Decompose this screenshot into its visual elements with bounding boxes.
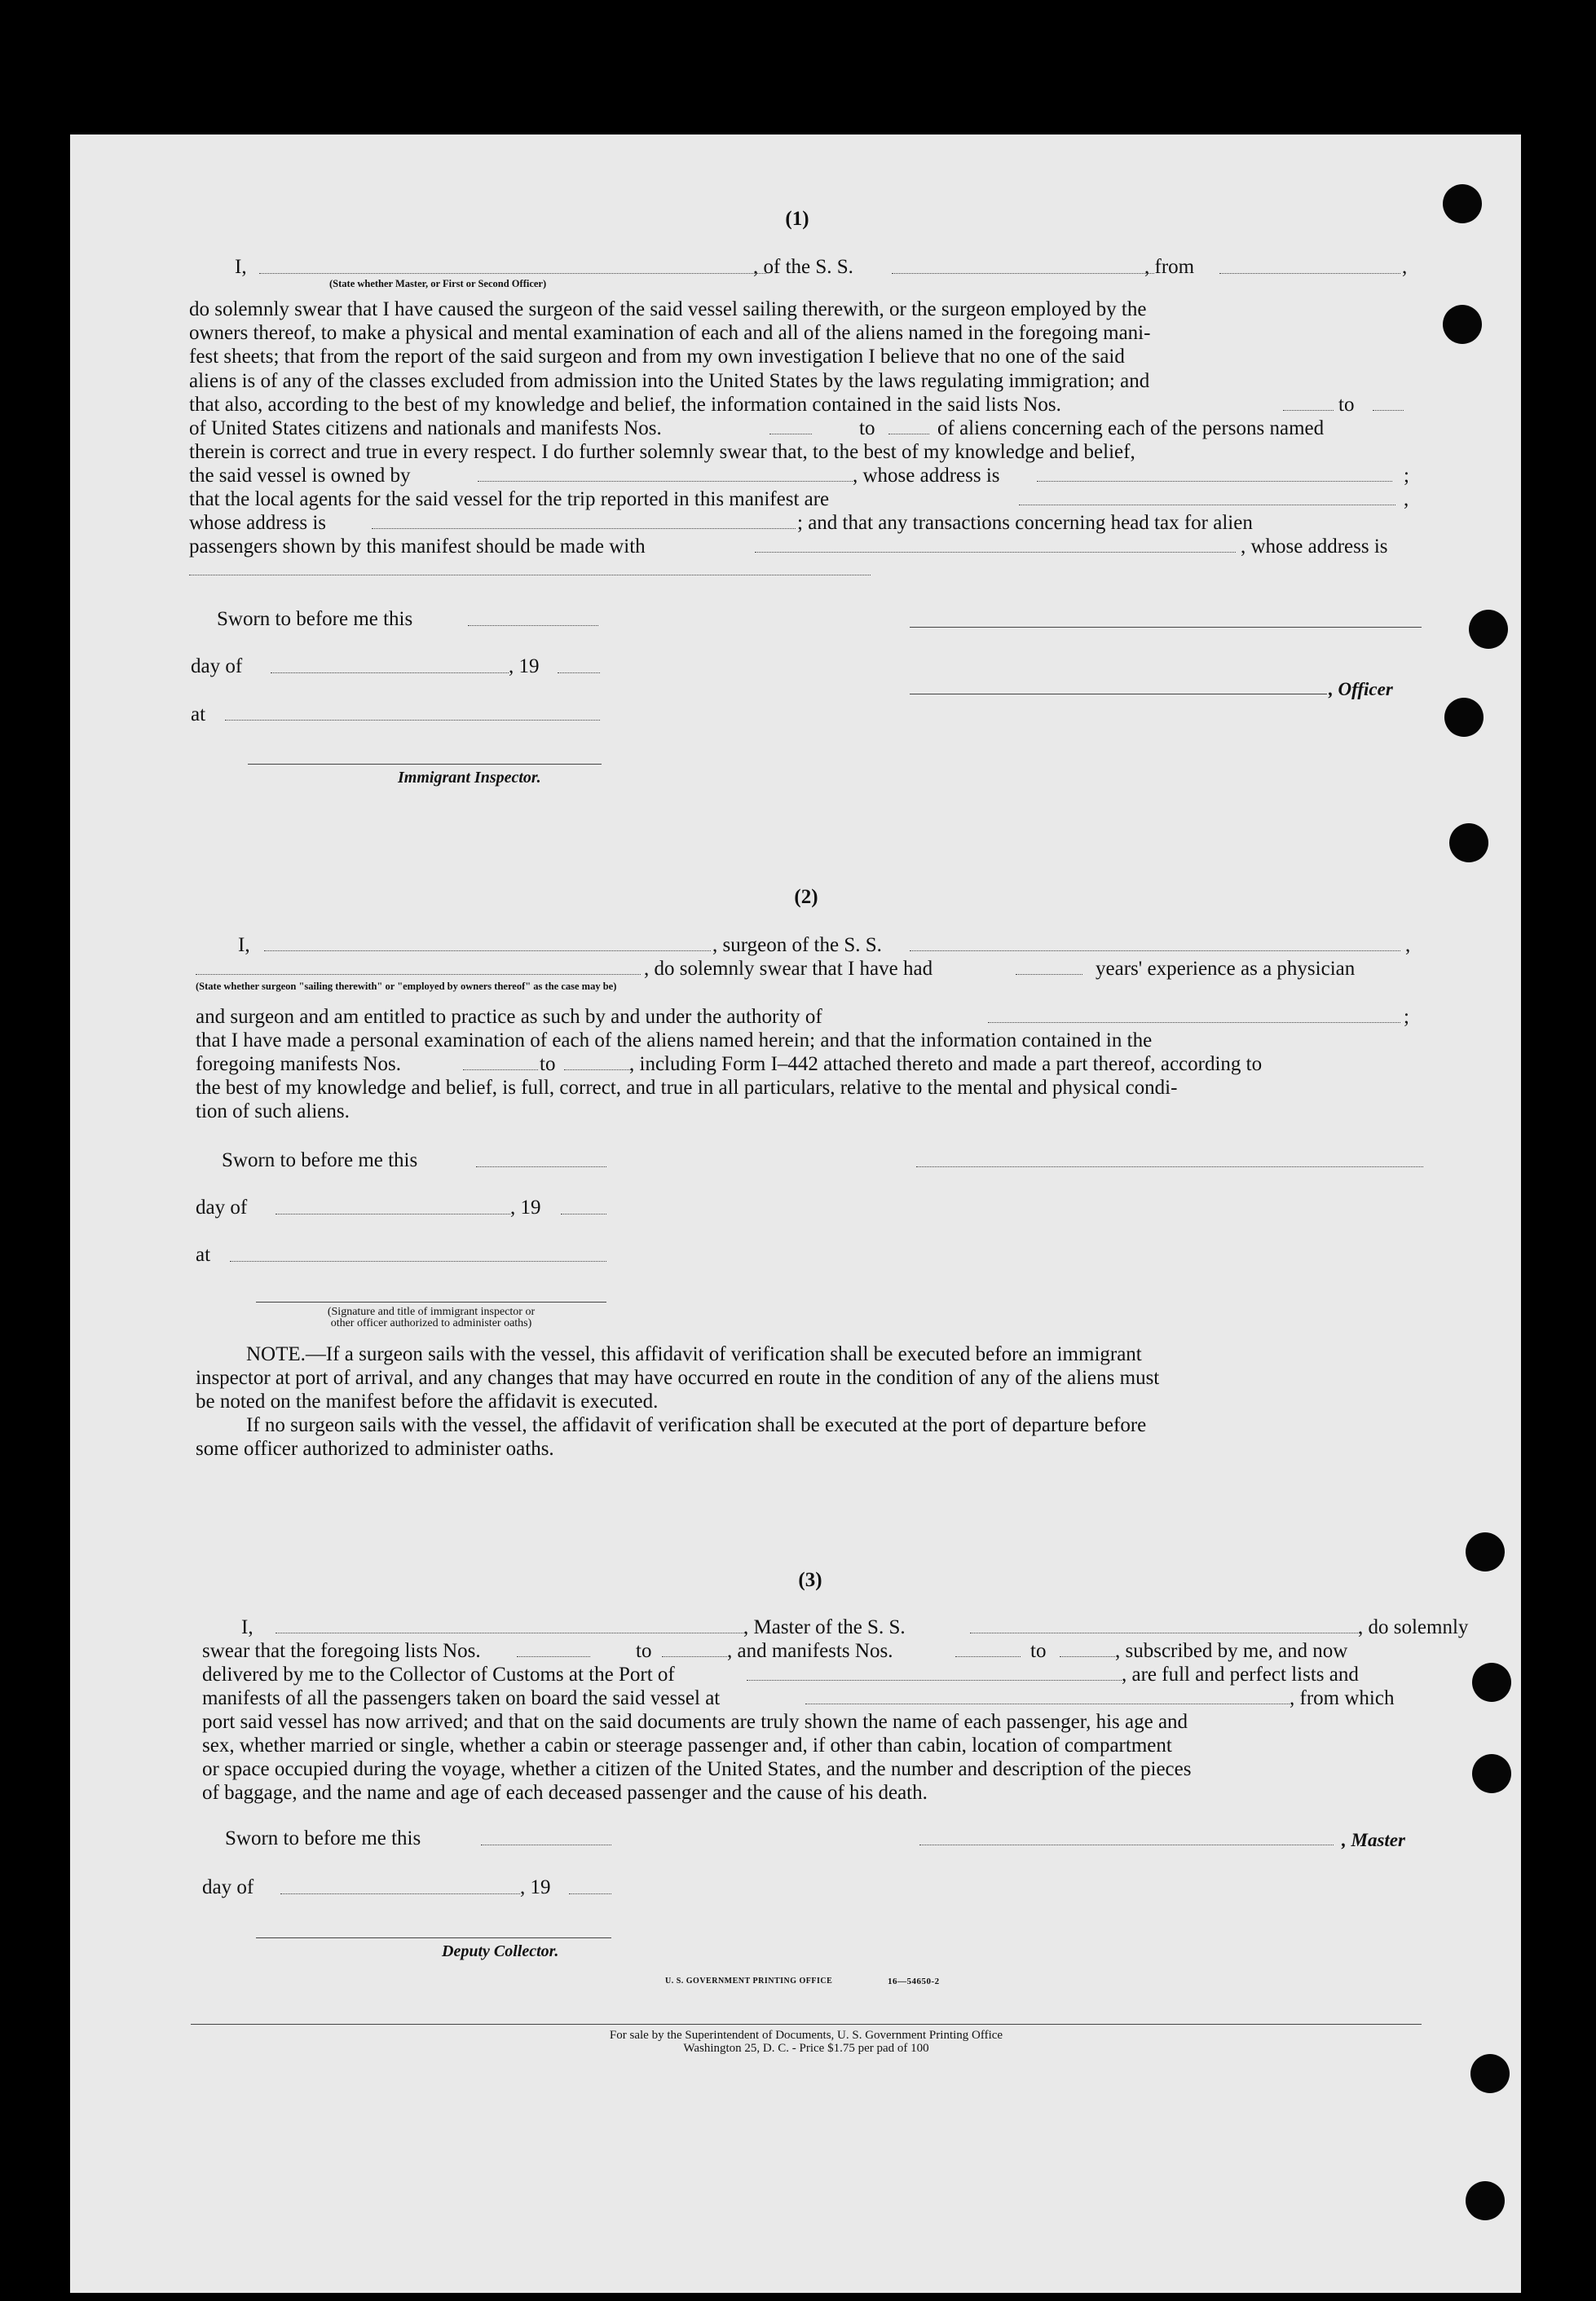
s2-note4: If no surgeon sails with the vessel, the affidavit of verification shall be executed at the port of departure before [246, 1414, 1147, 1436]
s2-note1: NOTE.—If a surgeon sails with the vessel, this affidavit of verification shall be executed before an immigrant [246, 1343, 1142, 1365]
punch-hole [1443, 305, 1482, 344]
s3-l4b: , from which [1290, 1687, 1395, 1709]
s3-l2a: swear that the foregoing lists Nos. [202, 1640, 481, 1662]
s1-p9b: , [1404, 488, 1409, 510]
s1-p1: do solemnly swear that I have caused the surgeon of the said vessel sailing therewith, or the surgeon employed by the [189, 298, 1147, 320]
s3-l3b: , are full and perfect lists and [1122, 1664, 1359, 1686]
s3-day-blank[interactable] [280, 1893, 520, 1894]
s1-p10b: ; and that any transactions concerning head tax for alien [797, 512, 1253, 534]
s1-sworn-label: Sworn to before me this [217, 608, 413, 630]
section-1-number: (1) [785, 208, 809, 230]
s3-l2e: , subscribed by me, and now [1115, 1640, 1348, 1662]
s1-signature-line[interactable] [910, 627, 1422, 628]
s1-p6a: of United States citizens and nationals and manifests Nos. [189, 417, 662, 439]
s3-port-blank[interactable] [747, 1680, 1122, 1681]
s1-p8b: , whose address is [853, 465, 1000, 487]
s3-master-label: , Master [1342, 1830, 1405, 1850]
s1-p8a: the said vessel is owned by [189, 465, 411, 487]
s3-p6: sex, whether married or single, whether a cabin or steerage passenger and, if other than cabin, location of compartment [202, 1735, 1172, 1757]
s1-p10a: whose address is [189, 512, 327, 534]
s1-p5a: that also, according to the best of my knowledge and belief, the information contained in the said lists Nos. [189, 394, 1061, 416]
s1-of-ss-label: , of the S. S. [753, 256, 853, 278]
s1-from-blank[interactable] [1219, 273, 1400, 274]
s3-lists-from-blank[interactable] [517, 1656, 590, 1657]
s3-l3a: delivered by me to the Collector of Customs at the Port of [202, 1664, 675, 1686]
s2-surgeon-note: (State whether surgeon "sailing therewith" or "employed by owners thereof" as the case may be) [196, 981, 617, 992]
s2-p4: the best of my knowledge and belief, is full, correct, and true in all particulars, relative to the mental and physical condi- [196, 1077, 1178, 1099]
s1-master-blank[interactable] [259, 273, 766, 274]
s1-ship-blank[interactable] [892, 273, 1154, 274]
punch-hole [1449, 823, 1488, 862]
s2-years-blank[interactable] [1016, 974, 1082, 975]
s2-signature-line[interactable] [916, 1166, 1423, 1167]
s1-p5b: to [1338, 394, 1355, 416]
s2-p1a: and surgeon and am entitled to practice as such by and under the authority of [196, 1006, 822, 1028]
s3-solemnly-label: , do solemnly [1358, 1616, 1469, 1638]
s3-day-label: day of [202, 1876, 254, 1898]
punch-hole [1472, 1754, 1511, 1793]
s3-p8: of baggage, and the name and age of each deceased passenger and the cause of his death. [202, 1782, 928, 1804]
s2-note2: inspector at port of arrival, and any changes that may have occurred en route in the condition of any of the aliens must [196, 1367, 1160, 1389]
s1-inspector-label: Immigrant Inspector. [398, 769, 541, 787]
s2-p3b: to [540, 1053, 556, 1075]
s1-day-blank[interactable] [271, 672, 509, 673]
s2-sig-note-2: other officer authorized to administer oaths) [330, 1317, 532, 1329]
s2-sworn-label: Sworn to before me this [222, 1149, 418, 1171]
footer-code: 16—54650-2 [888, 1977, 940, 1986]
s2-surgeon-name-blank[interactable] [264, 950, 711, 951]
s1-year-label: , 19 [509, 655, 540, 677]
s1-headtax-blank[interactable] [755, 552, 1236, 553]
s1-master-note: (State whether Master, or First or Second Officer) [329, 278, 547, 289]
punch-hole [1466, 2181, 1505, 2220]
s1-year-blank[interactable] [558, 672, 600, 673]
s2-manifests-from-blank[interactable] [463, 1069, 538, 1070]
s1-officer-label: , Officer [1329, 679, 1393, 699]
footer-sale-2: Washington 25, D. C. - Price $1.75 per pad of 100 [683, 2042, 929, 2055]
section-2-number: (2) [794, 886, 818, 908]
s1-lists-to-blank[interactable] [1373, 410, 1404, 411]
s3-manifests-to-blank[interactable] [1060, 1656, 1115, 1657]
s2-p5: tion of such aliens. [196, 1100, 350, 1122]
s3-l4a: manifests of all the passengers taken on board the said vessel at [202, 1687, 721, 1709]
s1-owner-address-blank[interactable] [1037, 481, 1392, 482]
s1-i-label: I, [235, 256, 247, 278]
s3-i-label: I, [241, 1616, 254, 1638]
s1-p7: therein is correct and true in every respect. I do further solemnly swear that, to the best of my knowledge and belief, [189, 441, 1135, 463]
s3-sworn-label: Sworn to before me this [225, 1827, 421, 1849]
s1-p8c: ; [1404, 465, 1409, 487]
s2-at-label: at [196, 1244, 211, 1266]
s2-note5: some officer authorized to administer oaths. [196, 1438, 554, 1460]
punch-hole [1472, 1663, 1511, 1702]
s2-year-label: , 19 [510, 1197, 541, 1219]
s2-sig-note-1: (Signature and title of immigrant inspector or [327, 1306, 536, 1318]
s3-master-ss-label: , Master of the S. S. [743, 1616, 906, 1638]
s3-l2d: to [1030, 1640, 1047, 1662]
s2-p3a: foregoing manifests Nos. [196, 1053, 402, 1075]
form-page [70, 134, 1521, 2293]
s2-surgeon-status-blank[interactable] [196, 974, 641, 975]
s2-authority-blank[interactable] [988, 1022, 1400, 1023]
s2-physician-label: years' experience as a physician [1096, 958, 1356, 980]
s1-p6b: to [859, 417, 875, 439]
s2-note3: be noted on the manifest before the affidavit is executed. [196, 1391, 659, 1413]
s1-at-label: at [191, 703, 206, 725]
s3-l2b: to [636, 1640, 652, 1662]
s2-i-label: I, [238, 934, 250, 956]
s3-lists-to-blank[interactable] [662, 1656, 727, 1657]
s3-manifests-from-blank[interactable] [955, 1656, 1021, 1657]
s2-years-label: , do solemnly swear that I have had [644, 958, 933, 980]
punch-hole [1466, 1532, 1505, 1571]
s1-comma: , [1402, 256, 1408, 278]
s2-ship-blank[interactable] [910, 950, 1400, 951]
s2-p3c: , including Form I–442 attached thereto and made a part thereof, according to [629, 1053, 1263, 1075]
footer-rule [191, 2024, 1422, 2025]
s2-day-label: day of [196, 1197, 248, 1219]
s1-lists-from-blank[interactable] [1283, 410, 1334, 411]
punch-hole [1469, 610, 1508, 649]
s2-sworn-blank[interactable] [476, 1166, 606, 1167]
s1-p11a: passengers shown by this manifest should be made with [189, 536, 646, 558]
s1-p6c: of aliens concerning each of the persons named [937, 417, 1325, 439]
punch-hole [1444, 698, 1484, 737]
s2-comma: , [1405, 934, 1411, 956]
s2-surgeon-ss-label: , surgeon of the S. S. [712, 934, 882, 956]
s1-p9a: that the local agents for the said vessel for the trip reported in this manifest are [189, 488, 830, 510]
s2-manifests-to-blank[interactable] [564, 1069, 631, 1070]
punch-hole [1470, 2054, 1510, 2093]
s2-at-blank[interactable] [230, 1261, 606, 1262]
footer-gpo: U. S. GOVERNMENT PRINTING OFFICE [665, 1977, 833, 1986]
s1-agents-address-blank[interactable] [372, 528, 796, 529]
s2-inspector-line[interactable] [256, 1302, 606, 1303]
s1-at-blank[interactable] [225, 720, 600, 721]
s3-collector-line[interactable] [256, 1937, 611, 1938]
s2-p1b: ; [1404, 1006, 1409, 1028]
s1-day-label: day of [191, 655, 243, 677]
s1-sworn-blank[interactable] [468, 625, 598, 626]
s3-year-label: , 19 [520, 1876, 551, 1898]
s1-p4: aliens is of any of the classes excluded from admission into the United States by the laws regulating immigration; and [189, 370, 1150, 392]
s1-p3: fest sheets; that from the report of the said surgeon and from my own investigation I believe that no one of the said [189, 346, 1125, 368]
footer-sale-1: For sale by the Superintendent of Documents, U. S. Government Printing Office [609, 2029, 1003, 2042]
punch-hole [1443, 184, 1482, 223]
section-3-number: (3) [798, 1569, 822, 1591]
s3-collector-label: Deputy Collector. [442, 1942, 559, 1960]
s3-p5: port said vessel has now arrived; and that on the said documents are truly shown the name of each passenger, his age and [202, 1711, 1188, 1733]
s1-p2: owners thereof, to make a physical and mental examination of each and all of the aliens named in the foregoing mani- [189, 322, 1151, 344]
s1-inspector-line[interactable] [248, 764, 602, 765]
s1-owner-blank[interactable] [478, 481, 853, 482]
s1-p11b: , whose address is [1241, 536, 1388, 558]
s3-p7: or space occupied during the voyage, whether a citizen of the United States, and the number and description of the pieces [202, 1758, 1192, 1780]
s2-p2: that I have made a personal examination of each of the aliens named herein; and that the information contained in the [196, 1029, 1153, 1051]
s3-l2c: , and manifests Nos. [727, 1640, 893, 1662]
s1-from-label: , from [1144, 256, 1195, 278]
s3-year-blank[interactable] [569, 1893, 611, 1894]
